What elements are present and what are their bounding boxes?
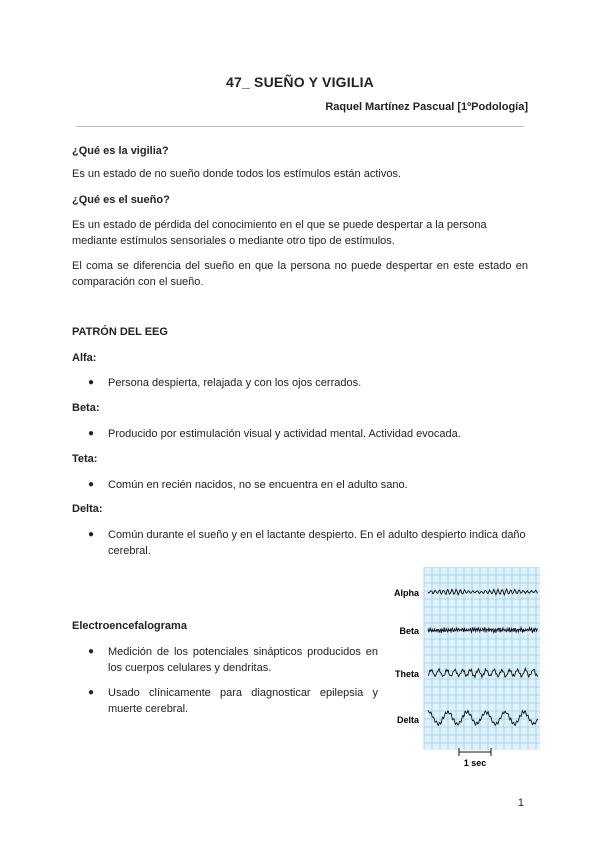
bullet-icon: ● (88, 428, 95, 439)
paragraph-coma: El coma se diferencia del sueño en que la persona no puede despertar en este estado en comparación con el sueño. (72, 260, 528, 288)
question-vigilia: ¿Qué es la vigilia? (72, 145, 169, 157)
electro-desc-2: Usado clínicamente para diagnosticar epilepsia y muerte cerebral. (108, 687, 378, 715)
answer-vigilia: Es un estado de no sueño donde todos los estímulos están activos. (72, 168, 401, 180)
wave-desc-delta: Común durante el sueño y en el lactante despierto. En el adulto despierto indica daño cerebral. (108, 529, 526, 557)
eeg-label-theta: Theta (394, 669, 419, 679)
electro-desc-1: Medición de los potenciales sinápticos producidos en los cuerpos celulares y dendritas. (108, 646, 378, 674)
eeg-label-delta: Delta (396, 715, 419, 725)
wave-desc-teta: Común en recién nacidos, no se encuentra en el adulto sano. (108, 479, 408, 491)
page-number: 1 (517, 797, 524, 809)
bullet-icon: ● (88, 687, 95, 698)
bullet-icon: ● (88, 529, 95, 540)
eeg-label-alpha: Alpha (393, 588, 419, 598)
wave-desc-alfa: Persona despierta, relajada y con los ojos cerrados. (108, 377, 362, 389)
wave-name-beta: Beta: (72, 402, 100, 414)
wave-name-alfa: Alfa: (72, 352, 97, 364)
header-divider (76, 126, 524, 127)
question-sueno: ¿Qué es el sueño? (72, 194, 170, 206)
wave-desc-beta: Producido por estimulación visual y actividad mental. Actividad evocada. (108, 428, 461, 440)
electro-heading: Electroencefalograma (72, 620, 187, 632)
eeg-label-beta: Beta (399, 626, 419, 636)
bullet-icon: ● (88, 377, 95, 388)
bullet-icon: ● (88, 479, 95, 490)
page-title: 47_ SUEÑO Y VIGILIA (225, 74, 374, 90)
answer-sueno: Es un estado de pérdida del conocimiento en el que se puede despertar a la persona mediante estímulos sensoriales o mediante otro tipo de estímulos. (72, 219, 487, 247)
eeg-figure (386, 567, 546, 772)
wave-name-teta: Teta: (72, 453, 98, 465)
time-scale-label: 1 sec (463, 758, 487, 768)
bullet-icon: ● (88, 646, 95, 657)
wave-name-delta: Delta: (72, 503, 103, 515)
author-line: Raquel Martínez Pascual [1ºPodología] (325, 101, 528, 113)
eeg-heading: PATRÓN DEL EEG (72, 326, 168, 338)
